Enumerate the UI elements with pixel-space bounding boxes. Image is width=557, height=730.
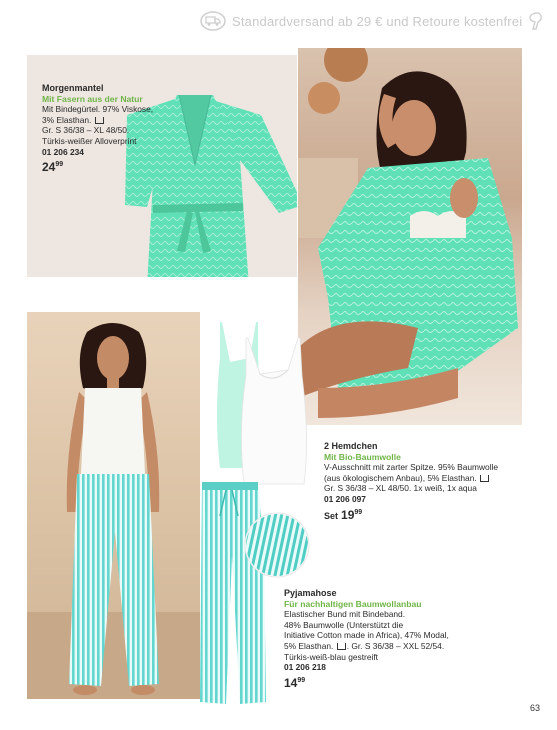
robe-price-main: 24 xyxy=(42,160,56,175)
robe-price-cents: 99 xyxy=(55,161,64,169)
robe-line1: Mit Bindegürtel. 97% Viskose, xyxy=(42,104,154,115)
pyjama-model-photo xyxy=(27,312,200,699)
robe-subtitle: Mit Fasern aus der Natur xyxy=(42,93,143,104)
robe-price xyxy=(42,160,153,173)
tops-article-number: 01 206 097 xyxy=(324,493,366,504)
tops-description xyxy=(324,441,498,521)
pyjama-line4b: . Gr. S 36/38 – XXL 52/54. xyxy=(346,640,445,651)
tops-price-main: 19 xyxy=(341,507,355,522)
pyjama-name: Pyjamahose xyxy=(284,588,337,598)
pyjama-description xyxy=(284,588,449,688)
camisoles-image xyxy=(210,318,320,488)
pyjama-price-cents: 99 xyxy=(297,676,306,684)
tops-name: 2 Hemdchen xyxy=(324,441,378,451)
tops-line1: V-Ausschnitt mit zarter Spitze. 95% Baumwolle xyxy=(324,462,499,473)
pyjama-model-image xyxy=(27,312,200,699)
pyjama-line2: 48% Baumwolle (Unterstützt die xyxy=(284,619,404,630)
fabric-swatch xyxy=(244,512,310,578)
pyjama-line3: Initiative Cotton made in Africa), 47% Modal, xyxy=(284,630,449,641)
wash-icon xyxy=(480,475,489,482)
wash-icon xyxy=(337,643,346,650)
page-number: 63 xyxy=(529,703,540,713)
tops-price xyxy=(324,508,498,522)
pyjama-subtitle: Für nachhaltigen Baumwollanbau xyxy=(284,598,422,609)
tops-line2: (aus ökologischem Anbau), 5% Elasthan. xyxy=(324,472,477,483)
pyjama-price-main: 14 xyxy=(284,675,298,690)
robe-model-photo xyxy=(298,48,522,425)
pyjama-line5: Türkis-weiß-blau gestreift xyxy=(284,651,379,662)
pyjama-line1: Elastischer Bund mit Bindeband. xyxy=(284,609,406,620)
truck-icon xyxy=(200,11,226,31)
tops-line3: Gr. S 36/38 – XL 48/50. 1x weiß, 1x aqua xyxy=(324,483,477,494)
robe-line2: 3% Elasthan. xyxy=(42,114,92,125)
tchibo-logo-icon xyxy=(528,11,544,31)
tops-price-cents: 99 xyxy=(354,508,363,516)
robe-line3: Gr. S 36/38 – XL 48/50. xyxy=(42,125,130,136)
pyjama-price xyxy=(284,676,449,689)
robe-article-number: 01 206 234 xyxy=(42,146,84,157)
pyjama-line4: 5% Elasthan. xyxy=(284,640,334,651)
tops-subtitle: Mit Bio-Baumwolle xyxy=(324,451,401,462)
robe-description xyxy=(42,83,153,173)
robe-name: Morgenmantel xyxy=(42,83,104,93)
pyjama-article-number: 01 206 218 xyxy=(284,662,326,673)
wash-icon xyxy=(95,117,104,124)
robe-model-image xyxy=(298,48,522,425)
banner-text: Standardversand ab 29 € und Retoure kostenfrei xyxy=(232,13,523,29)
shipping-banner xyxy=(200,8,552,34)
tops-price-prefix: Set xyxy=(324,510,339,521)
robe-line4: Türkis-weißer Alloverprint xyxy=(42,135,137,146)
